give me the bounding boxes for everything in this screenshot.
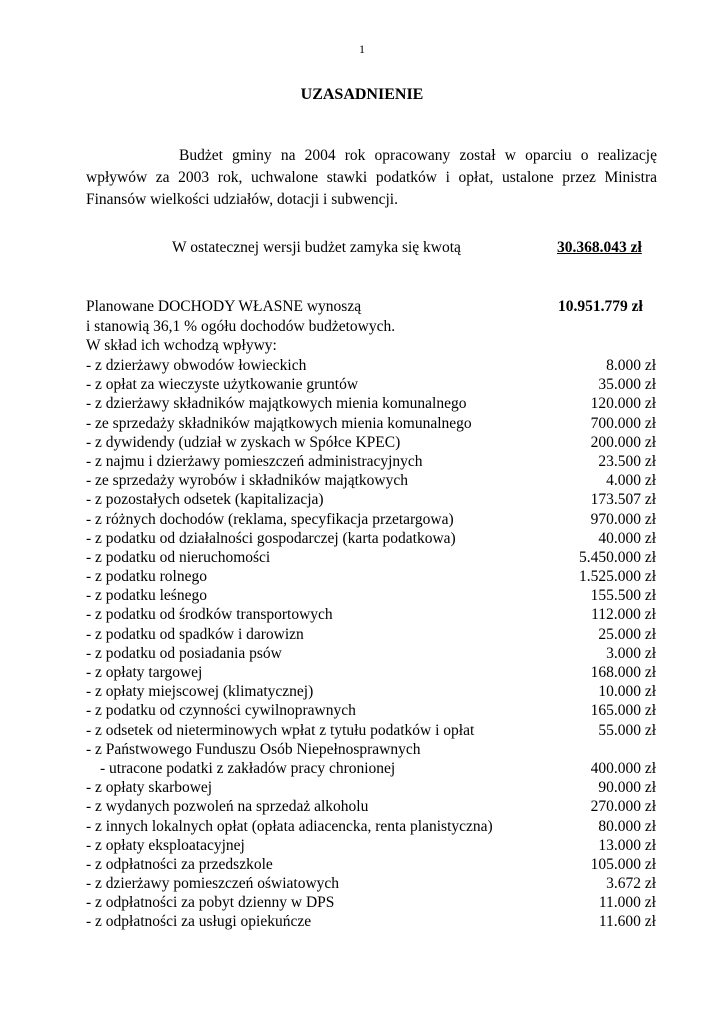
income-item — [86, 586, 658, 605]
income-item — [86, 721, 658, 740]
income-item-amount: 112.000 zł — [591, 606, 656, 624]
income-item-label: - z odpłatności za usługi opiekuńcze — [86, 913, 312, 931]
income-item-amount: 5.450.000 zł — [578, 548, 656, 566]
income-item-amount: 168.000 zł — [590, 664, 656, 681]
income-item-label: - ze sprzedaży składników majątkowych mienia komunalnego — [86, 414, 472, 432]
income-item — [86, 836, 658, 855]
composition-heading: W skład ich wchodzą wpływy: — [86, 337, 277, 354]
income-item-label: - z opłaty targowej — [86, 664, 203, 681]
income-item-amount: 105.000 zł — [590, 855, 656, 873]
income-item-label: - utracone podatki z zakładów pracy chronionej — [100, 759, 396, 777]
income-item — [86, 510, 658, 529]
income-item-label: - z dzierżawy pomieszczeń oświatowych — [86, 875, 340, 893]
income-item-label: - z Państwowego Funduszu Osób Niepełnosprawnych — [86, 740, 421, 758]
income-item — [86, 893, 658, 912]
budget-total-label: W ostatecznej wersji budżet zamyka się kwotą — [172, 239, 461, 256]
income-item-label: - z pozostałych odsetek (kapitalizacja) — [86, 491, 324, 509]
income-item-label: - z różnych dochodów (reklama, specyfikacja przetargowa) — [86, 510, 454, 528]
income-item — [86, 817, 658, 836]
income-item-amount: 23.500 zł — [598, 452, 656, 470]
income-item-amount: 200.000 zł — [590, 433, 656, 451]
income-item-label: - z dywidendy (udział w zyskach w Spółce KPEC) — [86, 433, 401, 451]
income-item-label: - z najmu i dzierżawy pomieszczeń administracyjnych — [86, 452, 423, 470]
income-item-label: - z odpłatności za pobyt dzienny w DPS — [86, 894, 335, 912]
income-item-label: - z podatku od posiadania psów — [86, 644, 282, 662]
income-item-amount: 155.500 zł — [590, 587, 656, 605]
income-item — [86, 740, 658, 759]
income-item-label: - z podatku leśnego — [86, 587, 207, 605]
income-item-label: - z innych lokalnych opłat (opłata adiacencka, renta planistyczna) — [86, 817, 493, 835]
income-item — [86, 567, 658, 586]
income-item-label: - z odpłatności za przedszkole — [86, 855, 273, 873]
income-item-label: - z podatku od nieruchomości — [86, 548, 271, 566]
income-item-amount: 3.000 zł — [606, 644, 656, 662]
income-item-amount: 40.000 zł — [598, 529, 656, 547]
income-item-amount: 90.000 zł — [598, 779, 656, 797]
income-item — [86, 471, 658, 490]
income-item-amount: 11.000 zł — [598, 894, 656, 912]
income-items-list — [86, 356, 658, 932]
income-item — [86, 912, 658, 931]
income-item — [86, 778, 658, 797]
income-item — [86, 452, 658, 471]
income-item — [86, 874, 658, 893]
income-item — [86, 855, 658, 874]
income-item-label: - z dzierżawy obwodów łowieckich — [86, 357, 307, 374]
income-item — [86, 625, 658, 644]
income-item-amount: 80.000 zł — [598, 817, 656, 835]
income-item-label: - z podatku od działalności gospodarczej (karta podatkowa) — [86, 529, 456, 547]
income-item — [86, 663, 658, 682]
income-item — [86, 548, 658, 567]
income-item-label: - z opłaty miejscowej (klimatycznej) — [86, 683, 314, 701]
income-item — [86, 433, 658, 452]
income-item — [86, 414, 658, 433]
page-title: UZASADNIENIE — [300, 86, 424, 103]
income-item-label: - z dzierżawy składników majątkowych mienia komunalnego — [86, 395, 467, 413]
income-item — [86, 375, 658, 394]
intro-paragraph: Budżet gminy na 2004 rok opracowany został w oparciu o realizację wpływów za 2003 rok, uchwalone stawki podatków i opłat, ustalone przez Ministra Finansów wielkości udziałów, dotacji i subwencji. — [86, 147, 657, 208]
income-item-amount: 173.507 zł — [590, 491, 656, 509]
income-item-amount: 4.000 zł — [606, 472, 656, 490]
income-item — [86, 797, 658, 816]
income-item — [86, 701, 658, 720]
income-item — [86, 682, 658, 701]
income-item-label: - z opłaty eksploatacyjnej — [86, 836, 245, 854]
income-item-label: - z wydanych pozwoleń na sprzedaż alkoholu — [86, 798, 369, 816]
budget-total-value: 30.368.043 zł — [557, 239, 642, 256]
income-item-amount: 400.000 zł — [590, 759, 656, 777]
income-item — [86, 759, 658, 778]
income-item-amount: 8.000 zł — [606, 357, 656, 374]
income-item-label: - z opłat za wieczyste użytkowanie gruntów — [86, 376, 359, 394]
income-item — [86, 490, 658, 509]
income-item-label: - ze sprzedaży wyrobów i składników majątkowych — [86, 472, 408, 490]
own-income-value: 10.951.779 zł — [558, 298, 643, 315]
income-item-label: - z podatku od spadków i darowizn — [86, 625, 304, 643]
income-item-label: - z odsetek od nieterminowych wpłat z tytułu podatków i opłat — [86, 721, 475, 739]
income-item — [86, 356, 658, 375]
income-item — [86, 529, 658, 548]
income-item — [86, 605, 658, 624]
income-item-amount: 1.525.000 zł — [578, 568, 656, 586]
own-income-share: i stanowią 36,1 % ogółu dochodów budżetowych. — [86, 318, 396, 335]
income-item-label: - z podatku rolnego — [86, 568, 207, 586]
income-item-amount: 13.000 zł — [598, 836, 656, 854]
own-income-label: Planowane DOCHODY WŁASNE wynoszą — [86, 298, 362, 315]
income-item-amount: 700.000 zł — [590, 414, 656, 432]
income-item-label: - z opłaty skarbowej — [86, 779, 213, 797]
income-item-amount: 11.600 zł — [598, 913, 656, 931]
income-item-amount: 970.000 zł — [590, 510, 656, 528]
income-item-amount: 10.000 zł — [598, 683, 656, 701]
income-item-amount: 165.000 zł — [590, 702, 656, 720]
income-item — [86, 394, 658, 413]
income-item-label: - z podatku od środków transportowych — [86, 606, 333, 624]
income-item-amount: 120.000 zł — [590, 395, 656, 413]
income-item — [86, 644, 658, 663]
income-item-amount: 55.000 zł — [598, 721, 656, 739]
income-item-amount: 270.000 zł — [590, 798, 656, 816]
income-item-amount: 25.000 zł — [598, 625, 656, 643]
income-item-amount: 3.672 zł — [606, 875, 656, 893]
page-number: 1 — [359, 42, 365, 56]
income-item-amount: 35.000 zł — [598, 376, 656, 394]
income-item-label: - z podatku od czynności cywilnoprawnych — [86, 702, 356, 720]
